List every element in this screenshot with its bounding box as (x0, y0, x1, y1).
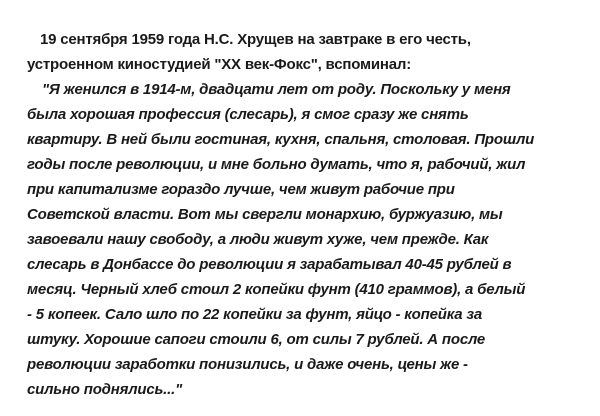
quote-line-9: месяц. Черный хлеб стоил 2 копейки фунт (410 граммов), а белый (27, 281, 526, 298)
quote-line-1: "Я женился в 1914-м, двадцати лет от роду. Поскольку у меня (42, 81, 511, 98)
quote-line-4: годы после революции, и мне больно думать, что я, рабочий, жил (27, 156, 526, 173)
quote-line-6: Советской власти. Вот мы свергли монархию, буржуазию, мы (27, 206, 503, 223)
quote-line-7: завоевали нашу свободу, а люди живут хуже, чем прежде. Как (27, 231, 489, 248)
quote-line-10: - 5 копеек. Сало шло по 22 копейки за фунт, яйцо - копейка за (27, 306, 482, 323)
quote-line-11: штуку. Хорошие сапоги стоили 6, от силы 7 рублей. А после (27, 331, 486, 348)
quote-line-13: сильно поднялись..." (27, 381, 182, 398)
quote-line-5: при капитализме гораздо лучше, чем живут рабочие при (27, 181, 455, 198)
quote-line-8: слесарь в Донбассе до революции я зарабатывал 40-45 рублей в (27, 256, 512, 273)
quote-line-3: квартиру. В ней были гостиная, кухня, спальня, столовая. Прошли (27, 131, 535, 148)
intro-line-1: 19 сентября 1959 года Н.С. Хрущев на завтраке в его честь, (40, 31, 471, 48)
quote-line-12: революции заработки понизились, и даже очень, цены же - (27, 356, 468, 373)
quote-line-2: была хорошая профессия (слесарь), я смог сразу же снять (27, 106, 469, 123)
intro-line-2: устроенном киностудией "ХХ век-Фокс", вспоминал: (27, 56, 412, 73)
